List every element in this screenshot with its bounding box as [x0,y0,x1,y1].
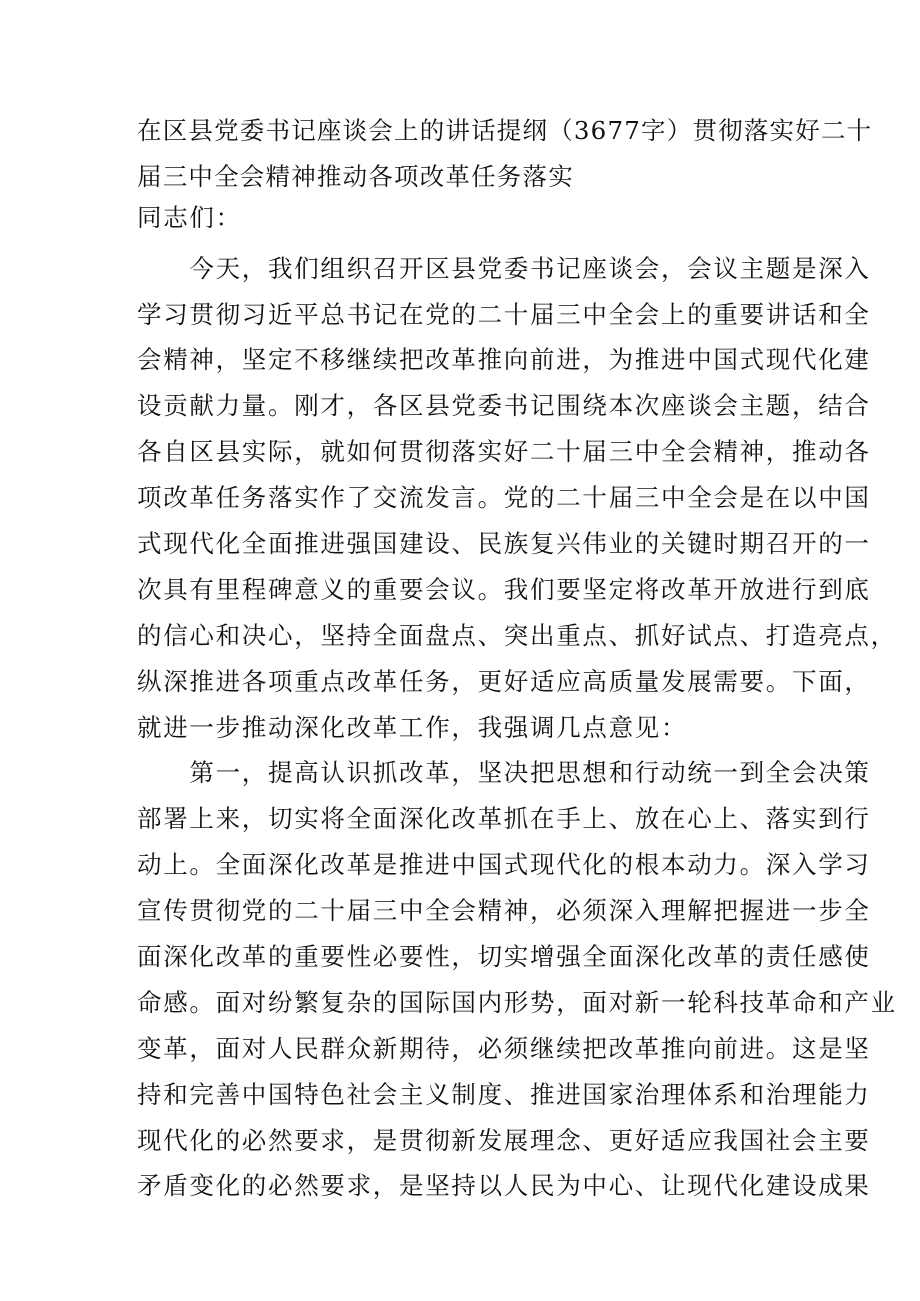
paragraph-line: 现代化的必然要求，是贯彻新发展理念、更好适应我国社会主要 [137,1125,871,1155]
paragraph-line: 纵深推进各项重点改革任务，更好适应高质量发展需要。下面， [137,666,871,696]
paragraph-line: 学习贯彻习近平总书记在党的二十届三中全会上的重要讲话和全 [137,299,871,329]
paragraph-line: 式现代化全面推进强国建设、民族复兴伟业的关键时期召开的一 [137,529,871,559]
paragraph-line: 命感。面对纷繁复杂的国际国内形势，面对新一轮科技革命和产业 [137,987,897,1017]
paragraph-line: 第一，提高认识抓改革，坚决把思想和行动统一到全会决策 [137,758,871,788]
paragraph-line: 变革，面对人民群众新期待，必须继续把改革推向前进。这是坚 [137,1033,871,1063]
paragraph-intro [137,246,897,751]
paragraph-line: 就进一步推动深化改革工作，我强调几点意见： [137,712,688,742]
paragraph-line: 的信心和决心，坚持全面盘点、突出重点、抓好试点、打造亮点， [137,620,897,650]
paragraph-line: 矛盾变化的必然要求，是坚持以人民为中心、让现代化建设成果 [137,1171,871,1201]
paragraph-line: 今天，我们组织召开区县党委书记座谈会，会议主题是深入 [137,253,871,283]
paragraph-line: 次具有里程碑意义的重要会议。我们要坚定将改革开放进行到底 [137,574,871,604]
title-line: 届三中全会精神推动各项改革任务落实 [137,161,574,191]
greeting-text: 同志们： [137,202,242,232]
document-title [137,108,873,200]
greeting [137,200,789,246]
paragraph-line: 面深化改革的重要性必要性，切实增强全面深化改革的责任感使 [137,942,871,972]
title-line: 在区县党委书记座谈会上的讲话提纲（3677字）贯彻落实好二十 [137,116,873,145]
paragraph-first-point [137,750,897,1209]
paragraph-line: 各自区县实际，就如何贯彻落实好二十届三中全会精神，推动各 [137,437,871,467]
paragraph-line: 设贡献力量。刚才，各区县党委书记围绕本次座谈会主题，结合 [137,391,871,421]
paragraph-line: 持和完善中国特色社会主义制度、推进国家治理体系和治理能力 [137,1079,871,1109]
document-body [137,108,897,1209]
paragraph-line: 动上。全面深化改革是推进中国式现代化的根本动力。深入学习 [137,850,871,880]
paragraph-line: 会精神，坚定不移继续把改革推向前进，为推进中国式现代化建 [137,345,871,375]
paragraph-line: 部署上来，切实将全面深化改革抓在手上、放在心上、落实到行 [137,804,871,834]
paragraph-line: 项改革任务落实作了交流发言。党的二十届三中全会是在以中国 [137,483,871,513]
paragraph-line: 宣传贯彻党的二十届三中全会精神，必须深入理解把握进一步全 [137,896,871,926]
